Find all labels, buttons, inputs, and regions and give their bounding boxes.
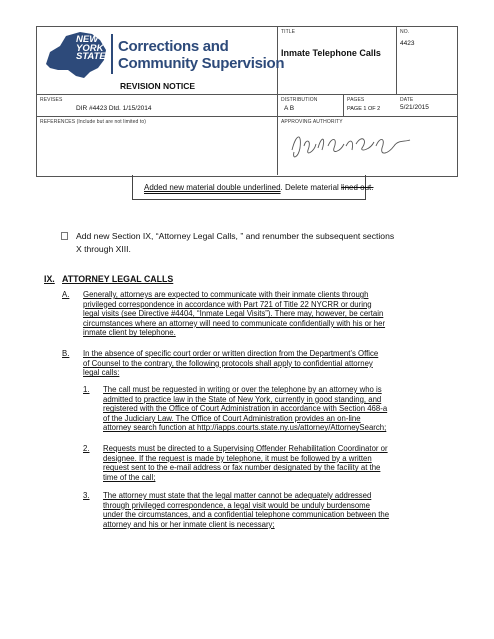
list-item xyxy=(103,491,463,529)
title-label: TITLE xyxy=(281,29,296,35)
paragraph-b-label: B. xyxy=(62,349,70,358)
intro-text xyxy=(76,230,394,256)
pages-label: PAGES xyxy=(347,97,365,103)
approving-authority-label: APPROVING AUTHORITY xyxy=(281,119,343,125)
agency-name xyxy=(118,38,284,72)
paragraph-line: legal visits (see Directive #4404, “Inmate Legal Visits”). There may, however, be certain xyxy=(83,309,384,319)
date-value: 5/21/2015 xyxy=(400,104,429,111)
paragraph-line: privileged correspondence in accordance with Part 721 of Title 22 NYCRR or during xyxy=(83,299,372,309)
change-legend xyxy=(144,183,373,192)
list-item-line: admitted to practice law in the State of New York, currently in good standing, and xyxy=(103,394,382,404)
date-label: DATE xyxy=(400,97,414,103)
section-heading: ATTORNEY LEGAL CALLS xyxy=(62,274,174,284)
logo-state-line: NEW xyxy=(76,34,99,45)
directive-number: 4423 xyxy=(400,40,415,47)
item-number: 3. xyxy=(83,491,90,500)
item-number: 2. xyxy=(83,444,90,453)
signature xyxy=(288,126,418,164)
agency-name-line: Community Supervision xyxy=(118,55,285,72)
paragraph-line: circumstances where an attorney will need to communicate confidentially with his or her xyxy=(83,318,386,328)
logo-state-text xyxy=(76,36,106,62)
divider xyxy=(396,26,397,94)
item-number: 1. xyxy=(83,385,90,394)
list-item-line: attorney and his or her inmate client is necessary; xyxy=(103,519,275,529)
distribution-label: DISTRIBUTION xyxy=(281,97,318,103)
paragraph-line: legal calls: xyxy=(83,368,120,378)
list-item-line: The attorney must state that the legal matter cannot be adequately addressed xyxy=(103,491,372,500)
list-item-line: The call must be requested in writing or over the telephone by an attorney who is xyxy=(103,385,382,394)
list-item-line: attorney search function at http://iapps.courts.state.ny.us/attorney/AttorneySearch; xyxy=(103,423,387,433)
divider xyxy=(36,116,457,117)
references-label: REFERENCES (Include but are not limited to) xyxy=(40,119,147,125)
divider xyxy=(36,94,457,95)
paragraph-line: inmate client by telephone. xyxy=(83,328,176,338)
deleted-material-legend: lined out. xyxy=(341,183,374,192)
added-material-legend: Added new material double underlined xyxy=(144,183,281,192)
list-item-line: registered with the Office of Court Administration in accordance with Section 468-a xyxy=(103,404,388,414)
legend-separator: . Delete material xyxy=(280,183,342,192)
logo-divider xyxy=(111,34,113,74)
paragraph-line: Generally, attorneys are expected to communicate with their inmate clients through xyxy=(83,290,369,299)
number-label: NO. xyxy=(400,29,410,35)
paragraph-line: In the absence of specific court order or written direction from the Department’s Office xyxy=(83,349,379,358)
checkbox-bullet-icon xyxy=(61,232,68,240)
intro-line: X through XIII. xyxy=(76,244,131,254)
section-number: IX. xyxy=(44,274,55,284)
pages-value: PAGE 1 OF 2 xyxy=(347,106,381,112)
revision-notice-heading: REVISION NOTICE xyxy=(120,81,196,91)
logo-state-line: STATE xyxy=(76,51,106,62)
revises-value: DIR #4423 Dtd. 1/15/2014 xyxy=(76,105,152,112)
document-title: Inmate Telephone Calls xyxy=(281,48,381,58)
intro-line: Add new Section IX, “Attorney Legal Calls, ” and renumber the subsequent sections xyxy=(76,231,395,241)
list-item-line: under the circumstances, and a confidential telephone communication between the xyxy=(103,510,390,520)
list-item xyxy=(103,385,463,433)
paragraph-a-label: A. xyxy=(62,290,70,299)
distribution-value: A B xyxy=(284,105,295,112)
list-item-line: designee. If the request is made by telephone, it must be followed by a written xyxy=(103,453,372,463)
list-item-line: time of the call; xyxy=(103,472,156,482)
list-item-line: Requests must be directed to a Supervising Offender Rehabilitation Coordinator or xyxy=(103,444,388,453)
list-item-line: request sent to the e-mail address or fax number designated by the facility at the xyxy=(103,463,381,473)
agency-name-line: Corrections and xyxy=(118,38,229,55)
revises-label: REVISES xyxy=(40,97,63,103)
list-item xyxy=(103,444,463,482)
paragraph-line: of Counsel to the contrary, the following protocols shall apply to confidential attorney xyxy=(83,358,373,368)
paragraph-b xyxy=(83,349,458,378)
list-item-line: of the Judiciary Law. The Office of Court Administration provides an on-line xyxy=(103,413,361,423)
logo-state-line: YORK xyxy=(76,42,104,54)
divider xyxy=(343,94,344,116)
paragraph-a xyxy=(83,290,458,338)
list-item-line: through privileged correspondence, a legal visit would be unduly burdensome xyxy=(103,500,370,510)
